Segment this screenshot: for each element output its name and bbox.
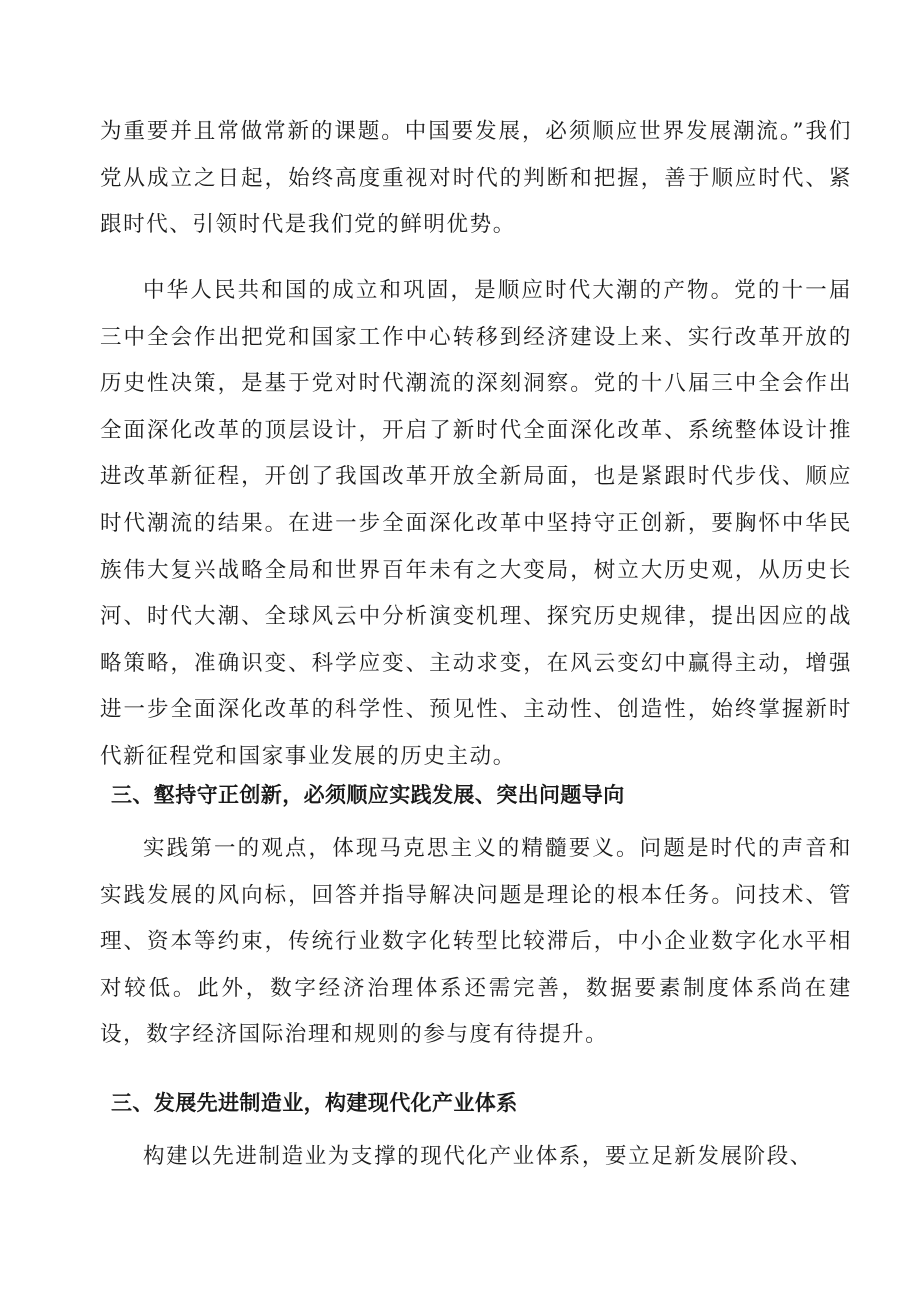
section-heading-manufacturing: 三、发展先进制造业，构建现代化产业体系 <box>111 1091 518 1115</box>
paragraph-manufacturing: 构建以先进制造业为支撑的现代化产业体系，要立足新发展阶段、 <box>143 1144 813 1169</box>
section-heading-practice: 三、壑持守正创新，必须顺应实践发展、突出问题导向 <box>111 783 625 807</box>
paragraph-continuation: 为重要并且常做常新的课题。中国要发展，必须顺应世界发展潮流。”我们党从成立之日起，始终高度重视对时代的判断和把握，善于顺应时代、紧跟时代、引领时代是我们党的鲜明优势。 <box>100 119 852 238</box>
paragraph-reform-history: 中华人民共和国的成立和巩固，是顺应时代大潮的产物。党的十一届三中全会作出把党和国家工作中心转移到经济建设上来、实行改革开放的历史性决策，是基于党对时代潮流的深刻洞察。党的十八届三中全会作出全面深化改革的顶层设计，开启了新时代全面深化改革、系统整体设计推进改革新征程，开创了我国改革开放全新局面，也是紧跟时代步伐、顺应时代潮流的结果。在进一步全面深化改革中坚持守正创新，要胸怀中华民族伟大复兴战略全局和世界百年未有之大变局，树立大历史观，从历史长河、时代大潮、全球风云中分析演变机理、探究历史规律，提出因应的战略策略，准确识变、科学应变、主动求变，在风云变幻中赢得主动，增强进一步全面深化改革的科学性、预见性、主动性、创造性，始终掌握新时代新征程党和国家事业发展的历史主动。 <box>100 278 852 769</box>
paragraph-practice: 实践第一的观点，体现马克思主义的精髓要义。问题是时代的声音和实践发展的风向标，回答并指导解决问题是理论的根本任务。问技术、管理、资本等约束，传统行业数字化转型比较滞后，中小企业数字化水平相对较低。此外，数字经济治理体系还需完善，数据要素制度体系尚在建设，数字经济国际治理和规则的参与度有待提升。 <box>100 836 852 1048</box>
